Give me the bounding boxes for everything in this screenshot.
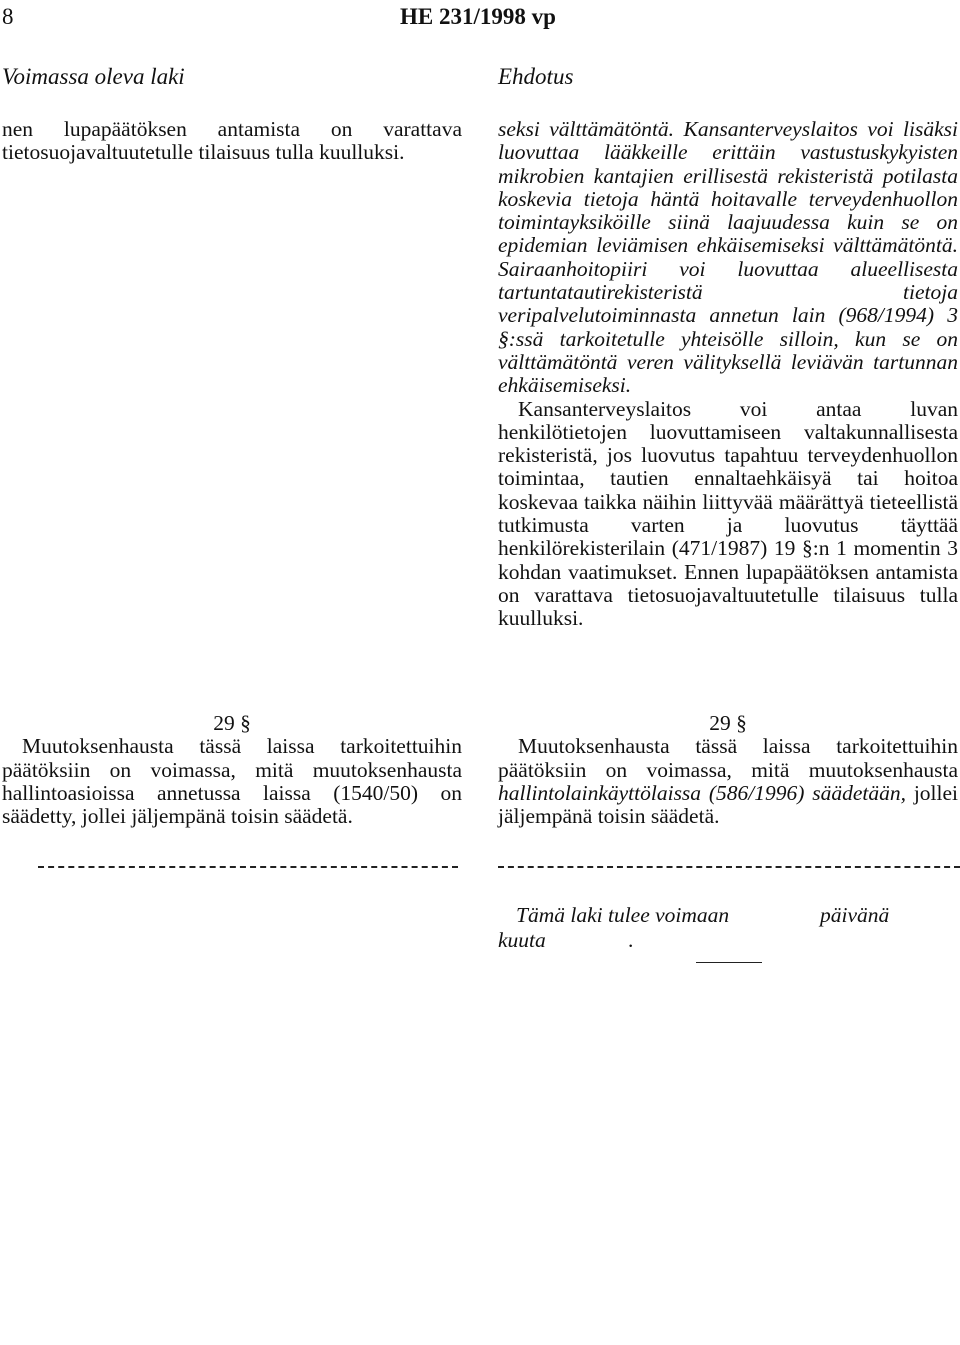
- right-section-29-text: [498, 735, 958, 828]
- right-section-29-text-italic: hallintolainkäyttölaissa (586/1996) säädetään,: [498, 780, 906, 805]
- entry-into-force-text-3: kuuta: [498, 928, 546, 952]
- right-omission-dashes: [498, 866, 960, 868]
- right-section-29-number: 29 §: [709, 711, 747, 735]
- entry-into-force-text-2: päivänä: [820, 903, 890, 927]
- closing-rule: [696, 962, 762, 963]
- left-continued-paragraph: [2, 118, 462, 165]
- document-id: HE 231/1998 vp: [400, 4, 556, 29]
- left-column-heading: Voimassa oleva laki: [2, 64, 185, 89]
- page-number: 8: [2, 4, 14, 29]
- right-section-29-text-end: jollei jäljempänä toisin säädetä.: [498, 780, 959, 829]
- left-paragraph-text: nen lupapäätöksen antamista on varattava tietosuojavaltuutetulle tilaisuus tulla kuulluksi.: [2, 117, 462, 165]
- entry-into-force-text-1: Tämä laki tulee voimaan: [516, 903, 730, 927]
- right-section-29: [498, 712, 958, 828]
- right-italic-paragraph: seksi välttämätöntä. Kansanterveyslaitos voi lisäksi luovuttaa lääkkeille erittäin vastustuskykyisten mikrobien kantajien erillisestä rekisteristä potilasta koskevia tietoja häntä hoitavalle terveydenhuollon toimintayksiköille siinä laajuudessa kuin se on epidemian leviämisen ehkäisemiseksi välttämätöntä. Sairaanhoitopiiri voi luovuttaa alueellisesta tartuntatautirekisteristä tietoja veripalvelutoiminnasta annetun lain (968/1994) 3 §:ssä tarkoitetulle yhteisölle silloin, kun se on välttämätöntä veren välityksellä leviävän tartunnan ehkäisemiseksi.: [498, 117, 958, 398]
- right-section-29-text-start: Muutoksenhausta tässä laissa tarkoitettuihin päätöksiin on voimassa, mitä muutoksenhausta: [498, 734, 958, 782]
- right-continued-paragraph: [498, 118, 958, 631]
- left-section-29-text: Muutoksenhausta tässä laissa tarkoitettuihin päätöksiin on voimassa, mitä muutoksenhausta hallintoasioissa annetussa laissa (1540/50) on säädetty, jollei jäljempänä toisin säädetä.: [2, 734, 462, 829]
- left-section-29: [2, 712, 462, 828]
- right-column-heading: Ehdotus: [498, 64, 574, 89]
- right-paragraph-2: Kansanterveyslaitos voi antaa luvan henkilötietojen luovuttamiseen valtakunnallisesta rekisteristä, jos luovutus tapahtuu terveydenhuollon toimintaa, tautien ennaltaehkäisyä tai hoitoa koskevaa taikka näihin liittyvää määrättyä tieteellistä tutkimusta varten ja luovutus täyttää henkilörekisterilain (471/1987) 19 §:n 1 momentin 3 kohdan vaatimukset. Ennen lupapäätöksen antamista on varattava tietosuojavaltuutetulle tilaisuus tulla kuulluksi.: [498, 396, 958, 631]
- entry-into-force-period: .: [628, 928, 634, 952]
- left-omission-dashes: [38, 866, 458, 868]
- left-section-29-number: 29 §: [213, 711, 251, 735]
